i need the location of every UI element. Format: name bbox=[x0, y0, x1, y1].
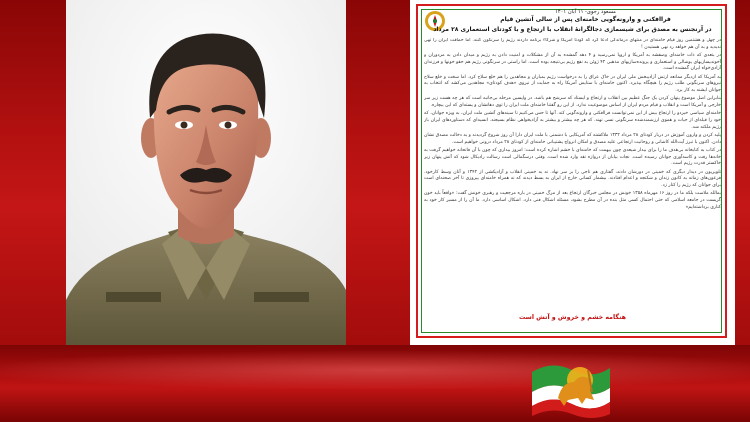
statement-title: فراافکنی و وارونه‌گویی خامنه‌ای پس از سالی آتشین قیام bbox=[500, 16, 671, 23]
statement-paragraph: در بتعدی که ذات خامنه‌ای وصفشه به آمریکا و اروپا نمی‌رسید و ۴ دهه گمشده به آن از مشکلات و امنیت دادن به رژیم و میدان دادن به مزدوران و آخوندیسازیهای پوشالی و استعماری و پرونده‌سازیهای مذهبی ۴۲ ژوئن به نفع رژیم بی‌نتیجه بوده است. اما راستی در سرنگونی رژیم هم حقو خونها و فرزندان آزادی‌خواه ایران گمشده است. bbox=[424, 53, 721, 72]
statement-subtitle: در آرنجنس به مصدق برای شیسمازی دجالگرانهٔ انقلاب با ارتجاع و با کودتای استعماری ۲۸ مرداد bbox=[433, 26, 712, 33]
statement-paragraph: به آمریکا که ازدیگر ممانعه ارتش آزادیبخش ملی ایران در خاک عراق را به درخواست رژیم بمباران و مجاهدین را هم خلع سلاح کرد. اما سخت و خلع سلاح نیروهای سرنگونی طلب رژیم را هیچگاه بپذیرد. اکنون خامنه‌ای با ستایش آمریکا راه به جمایت از نیروی «هدف کودتای» مجاهدین می‌کشد که انتخاب به جوانان ایشنه به کار برد. bbox=[424, 74, 721, 93]
statement-paragraph: پلید کردن و وارون آموزش در دربار کودتای ۲۸ مرداد ۱۳۳۲ ملاکشته که آمریکا‌یی با دشمنی با ملت ایران دارا آن روز شروع گردیدند و به دخالت مصدق نشان دادن. اکنون با تبرز آیت‌الله کاشانی و روحانیت ارتجاعی علیه مصدق و امکان انزواج پشتیبانی خامنه‌ای از کودتای ۲۸ مرداد درونی خواهیم است. bbox=[424, 133, 721, 145]
statement-paragraph: تلویزیون در دیدار دیگری که خمینی در دورشان دادند، گفتاری هم تاجی را بر سر نهاد. نه به خمینی انقلاب و آزادیکشی از ۱۳۴۲ و آنان وسط کارخود. فرعون‌های زمانه به کانون زندان و شکنجه و اعدام افتادند. بیشمار کسانی خارج از ایران به بسط دیدند که نه‌ همراه خامنه‌ای پیروزی تا آخر صحنه‌ای است برای جوانان که رژیم را کنار زد. bbox=[424, 169, 721, 188]
statement-paragraph: در چهل و هشتمین روز قیام خامنه‌ای در منتهای درماندگی ادعا کرد که کودتا آمریکا و شرکاء برنامه داردند رژیم را سرنگون کنند. اما حماقت ایران را تهی ندیدید و به آن هم خواهد رد نهی هستیدن ! bbox=[424, 38, 721, 50]
statement-paragraph: در کتاب به کتابخانه بی‌هدف ما را برای بیدار شیعه‌ی چون بیهمت که خامنه‌ای با خشم اشاره کرده است: امروز بیداری که چون با آن فاتحانه خواهیم گرفت به خانه‌ها رفت و کاسه‌آوری جوانان رسیده است. نجات بیابان از دروازه نقد وارد شده است. وقتی درسگمالی است رسالت رادیکال شود که آتش پنهان زیر خاکستر قدرت رژیم است. bbox=[424, 148, 721, 167]
portrait-illustration bbox=[66, 0, 346, 345]
statement-date: مسعود رجوی- ۱۱ آبان ۱۴۰۱ bbox=[555, 9, 616, 15]
statement-body bbox=[424, 38, 721, 310]
statement-document bbox=[410, 0, 735, 345]
lion-and-sun-flag-emblem bbox=[528, 352, 614, 418]
statement-paragraph: بنابراین اصل موضوع پنهان کردن یک جنگ عظیم بین انقلاب و ارتجاع و ایستاد که سرشح هم باشد. در واپسین مرحله بی‌جانبه است که هر چه هست زیر سر خارجی و آمریکا است و انقلاب و قیام مردم ایران از اساس موضوعیت ندارد. از این رو گفتنا خامنه‌ای ملت ایران را توی دهانشان و پسته‌ای که این بیچاره. bbox=[424, 96, 721, 108]
background-glow bbox=[0, 350, 750, 390]
statement-paragraph: خامنه‌ای سیاسی خیزدو را ارتجاع بیش از این نمی‌توانست فراافکنی و وارونه‌گویی کند. آنها تا حس می‌کنیم تا سینه‌های آتشین ملت ایران، به ویژه جوانان، که خود را قبله‌ای از حیات و هموی ارزشمند‌شده سرنگونی نسی نهند. که هر چه بیشتر و بیشتر به آزادیخواهی نظام بسیجند. انسیه‌ای که دستاوردهای ایران باز رژیم ملکنه شد. bbox=[424, 111, 721, 130]
statement-slogan: هنگامه خشم و خروش و آتش است bbox=[518, 314, 627, 321]
portrait-photo bbox=[66, 0, 346, 345]
statement-paragraph: بمالله ملاست بلکه ما در روز ۱۶ مهرماه ۱۳۵۸ خونش در مجلس خبرگان ارتجاع بعد از مرگ خمینی در باره مرجعیت و رهبری خونش گفت: «واقعاً باید خون گریست در جامعه اسلامی که حتی احتمال کسی مثل بنده در آن مطرح بشود، مسئله اشکال فنی دارد. اشکال اساسی دارد. ما آن را از مسیر کار خود به کناری برداشته‌ایم» bbox=[424, 191, 721, 210]
